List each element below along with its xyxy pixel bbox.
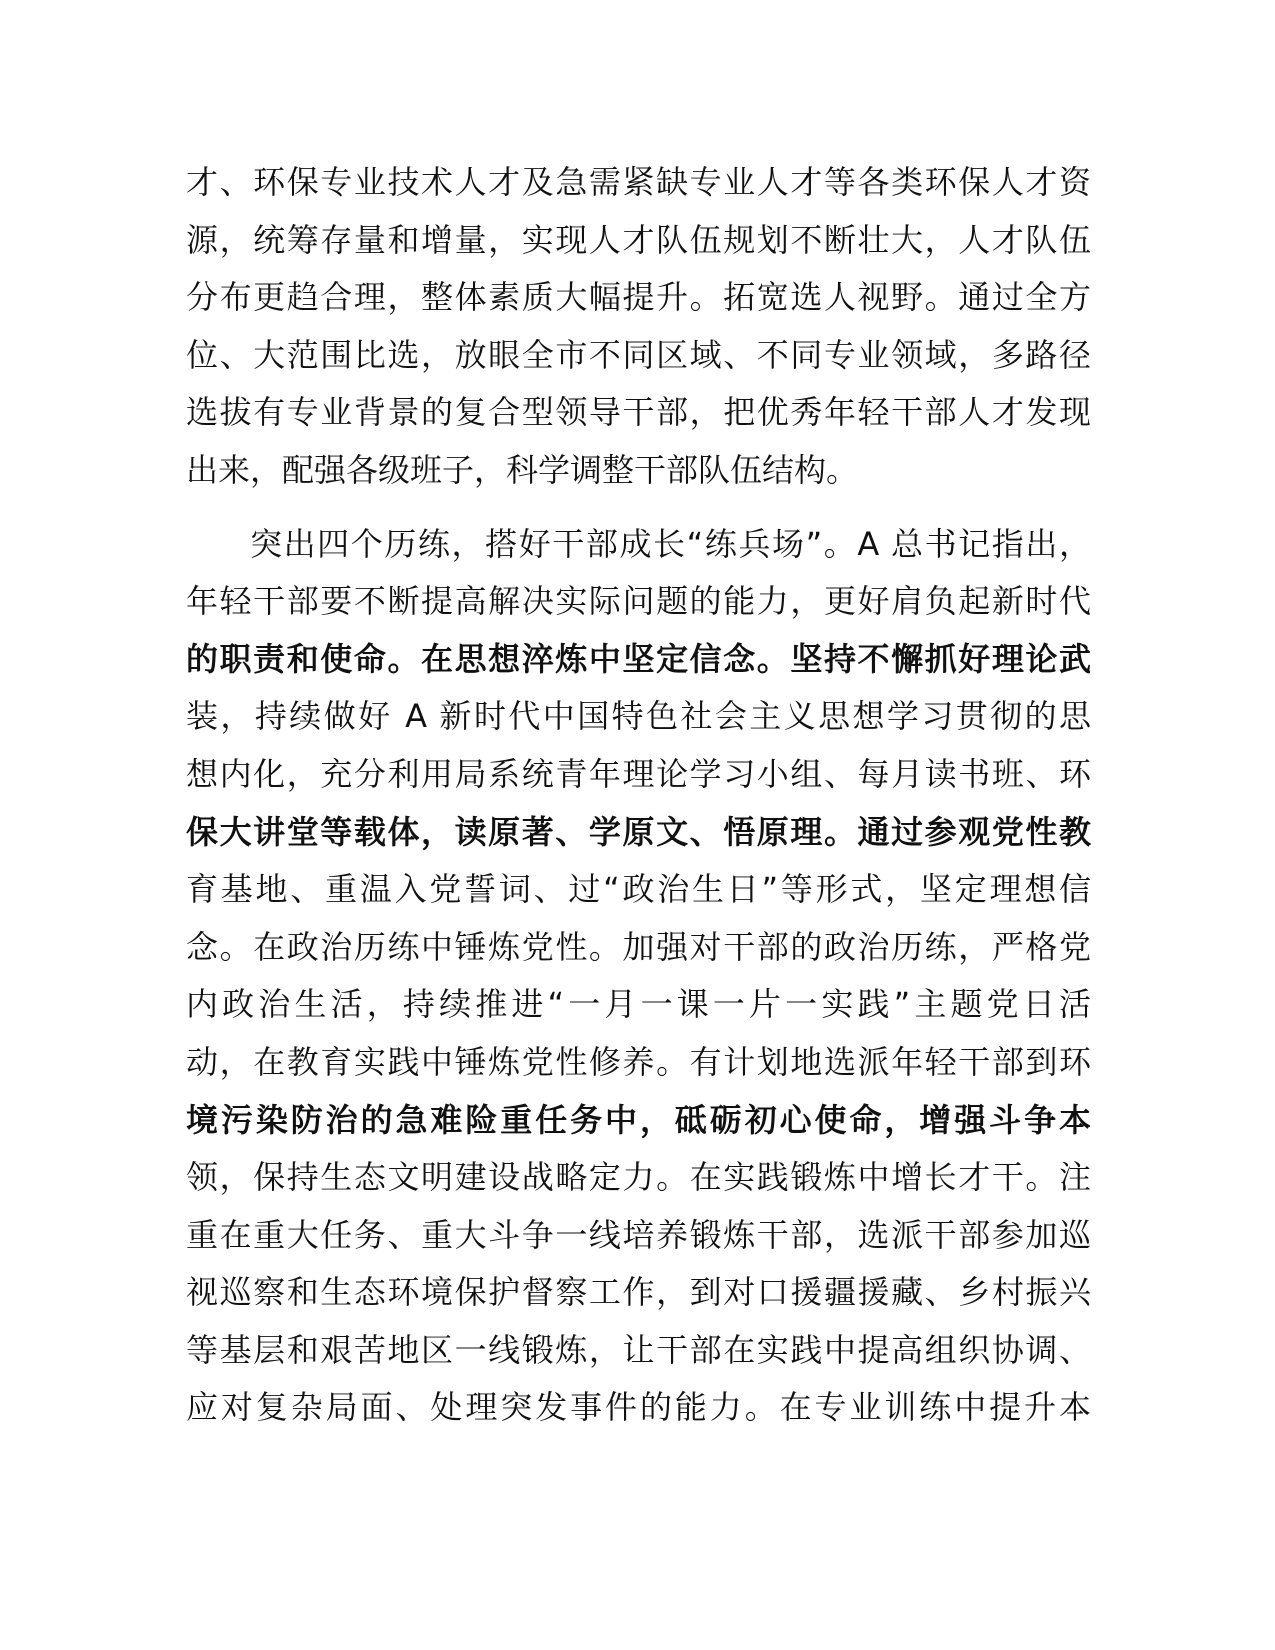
paragraph-line: 视巡察和生态环境保护督察工作，到对口援疆援藏、乡村振兴 bbox=[186, 1273, 1091, 1312]
paragraph-line: 育基地、重温入党誓词、过“政治生日”等形式，坚定理想信 bbox=[186, 870, 1091, 909]
paragraph-2 bbox=[186, 516, 1091, 1438]
paragraph-line: 等基层和艰苦地区一线锻炼，让干部在实践中提高组织协调、 bbox=[186, 1330, 1091, 1369]
paragraph-line: 源，统筹存量和增量，实现人才队伍规划不断壮大，人才队伍 bbox=[186, 220, 1091, 259]
paragraph-spacer bbox=[186, 500, 1091, 516]
paragraph-line: 选拔有专业背景的复合型领导干部，把优秀年轻干部人才发现 bbox=[186, 393, 1091, 432]
paragraph-line: 分布更趋合理，整体素质大幅提升。拓宽选人视野。通过全方 bbox=[186, 278, 1091, 317]
paragraph-line: 年轻干部要不断提高解决实际问题的能力，更好肩负起新时代 bbox=[186, 582, 1091, 621]
paragraph-line: 念。在政治历练中锤炼党性。加强对干部的政治历练，严格党 bbox=[186, 927, 1091, 966]
paragraph-line: 才、环保专业技术人才及急需紧缺专业人才等各类环保人才资 bbox=[186, 163, 1091, 201]
paragraph-1 bbox=[186, 154, 1091, 500]
paragraph-line: 领，保持生态文明建设战略定力。在实践锻炼中增长才干。注 bbox=[186, 1158, 1091, 1197]
paragraph-line: 想内化，充分利用局系统青年理论学习小组、每月读书班、环 bbox=[186, 754, 1091, 793]
paragraph-line: 保大讲堂等载体，读原著、学原文、悟原理。通过参观党性教 bbox=[186, 812, 1091, 851]
paragraph-line: 重在重大任务、重大斗争一线培养锻炼干部，选派干部参加巡 bbox=[186, 1215, 1091, 1254]
paragraph-line: 动，在教育实践中锤炼党性修养。有计划地选派年轻干部到环 bbox=[186, 1042, 1091, 1081]
paragraph-line: 内政治生活，持续推进“一月一课一片一实践”主题党日活 bbox=[186, 985, 1091, 1024]
paragraph-line: 的职责和使命。在思想淬炼中坚定信念。坚持不懈抓好理论武 bbox=[186, 639, 1091, 678]
paragraph-line: 位、大范围比选，放眼全市不同区域、不同专业领域，多路径 bbox=[186, 335, 1091, 374]
body-text bbox=[186, 154, 1091, 1437]
paragraph-line: 突出四个历练，搭好干部成长“练兵场”。A 总书记指出， bbox=[250, 524, 1091, 563]
paragraph-line: 出来，配强各级班子，科学调整干部队伍结构。 bbox=[186, 450, 859, 489]
paragraph-line: 应对复杂局面、处理突发事件的能力。在专业训练中提升本 bbox=[186, 1388, 1091, 1427]
paragraph-line: 装，持续做好 A 新时代中国特色社会主义思想学习贯彻的思 bbox=[186, 697, 1091, 736]
paragraph-line: 境污染防治的急难险重任务中，砥砺初心使命，增强斗争本 bbox=[186, 1100, 1091, 1139]
